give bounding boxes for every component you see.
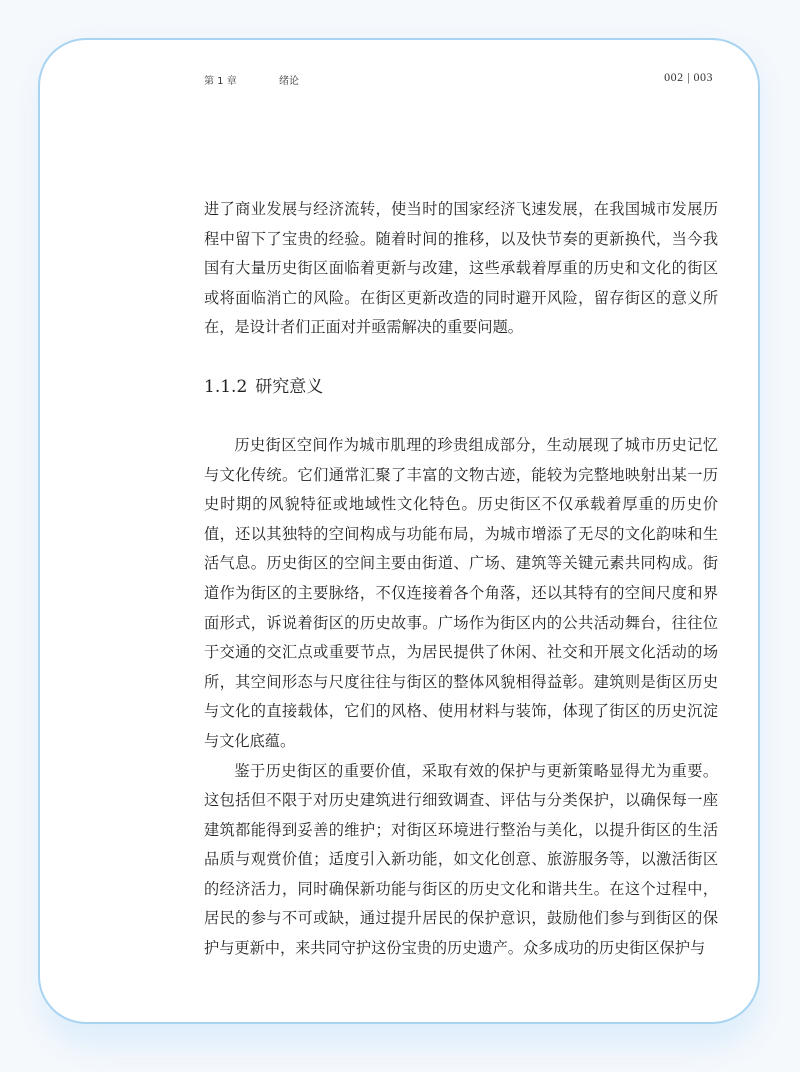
chapter-label: 第 1 章 xyxy=(204,76,237,87)
section-number: 1.1.2 xyxy=(204,376,248,397)
running-header xyxy=(204,70,713,90)
section-heading xyxy=(204,375,718,399)
book-page xyxy=(38,38,760,1024)
paragraph-continuation: 进了商业发展与经济流转，使当时的国家经济飞速发展，在我国城市发展历程中留下了宝贵的经验。随着时间的推移，以及快节奏的更新换代，当今我国有大量历史街区面临着更新与改建，这些承载着厚重的历史和文化的街区或将面临消亡的风险。在街区更新改造的同时避开风险，留存街区的意义所在，是设计者们正面对并亟需解决的重要问题。 xyxy=(204,200,718,337)
paragraph: 历史街区空间作为城市肌理的珍贵组成部分，生动展现了城市历史记忆与文化传统。它们通常汇聚了丰富的文物古迹，能较为完整地映射出某一历史时期的风貌特征或地域性文化特色。历史街区不仅承载着厚重的历史价值，还以其独特的空间构成与功能布局，为城市增添了无尽的文化韵味和生活气息。历史街区的空间主要由街道、广场、建筑等关键元素共同构成。街道作为街区的主要脉络，不仅连接着各个角落，还以其特有的空间尺度和界面形式，诉说着街区的历史故事。广场作为街区内的公共活动舞台，往往位于交通的交汇点或重要节点，为居民提供了休闲、社交和开展文化活动的场所，其空间形态与尺度往往与街区的整体风貌相得益彰。建筑则是街区历史与文化的直接载体，它们的风格、使用材料与装饰，体现了街区的历史沉淀与文化底蕴。 xyxy=(204,435,718,750)
chapter-title: 绪论 xyxy=(279,76,299,87)
section-title: 研究意义 xyxy=(255,376,324,397)
page-numbers: 002 | 003 xyxy=(664,70,713,84)
paragraph: 鉴于历史街区的重要价值，采取有效的保护与更新策略显得尤为重要。这包括但不限于对历史建筑进行细致调查、评估与分类保护，以确保每一座建筑都能得到妥善的维护；对街区环境进行整治与美化，以提升街区的生活品质与观赏价值；适度引入新功能，如文化创意、旅游服务等，以激活街区的经济活力，同时确保新功能与街区的历史文化和谐共生。在这个过程中，居民的参与不可或缺，通过提升居民的保护意识，鼓励他们参与到街区的保护与更新中，来共同守护这份宝贵的历史遗产。众多成功的历史街区保护与 xyxy=(204,761,718,958)
page-body xyxy=(204,195,718,964)
